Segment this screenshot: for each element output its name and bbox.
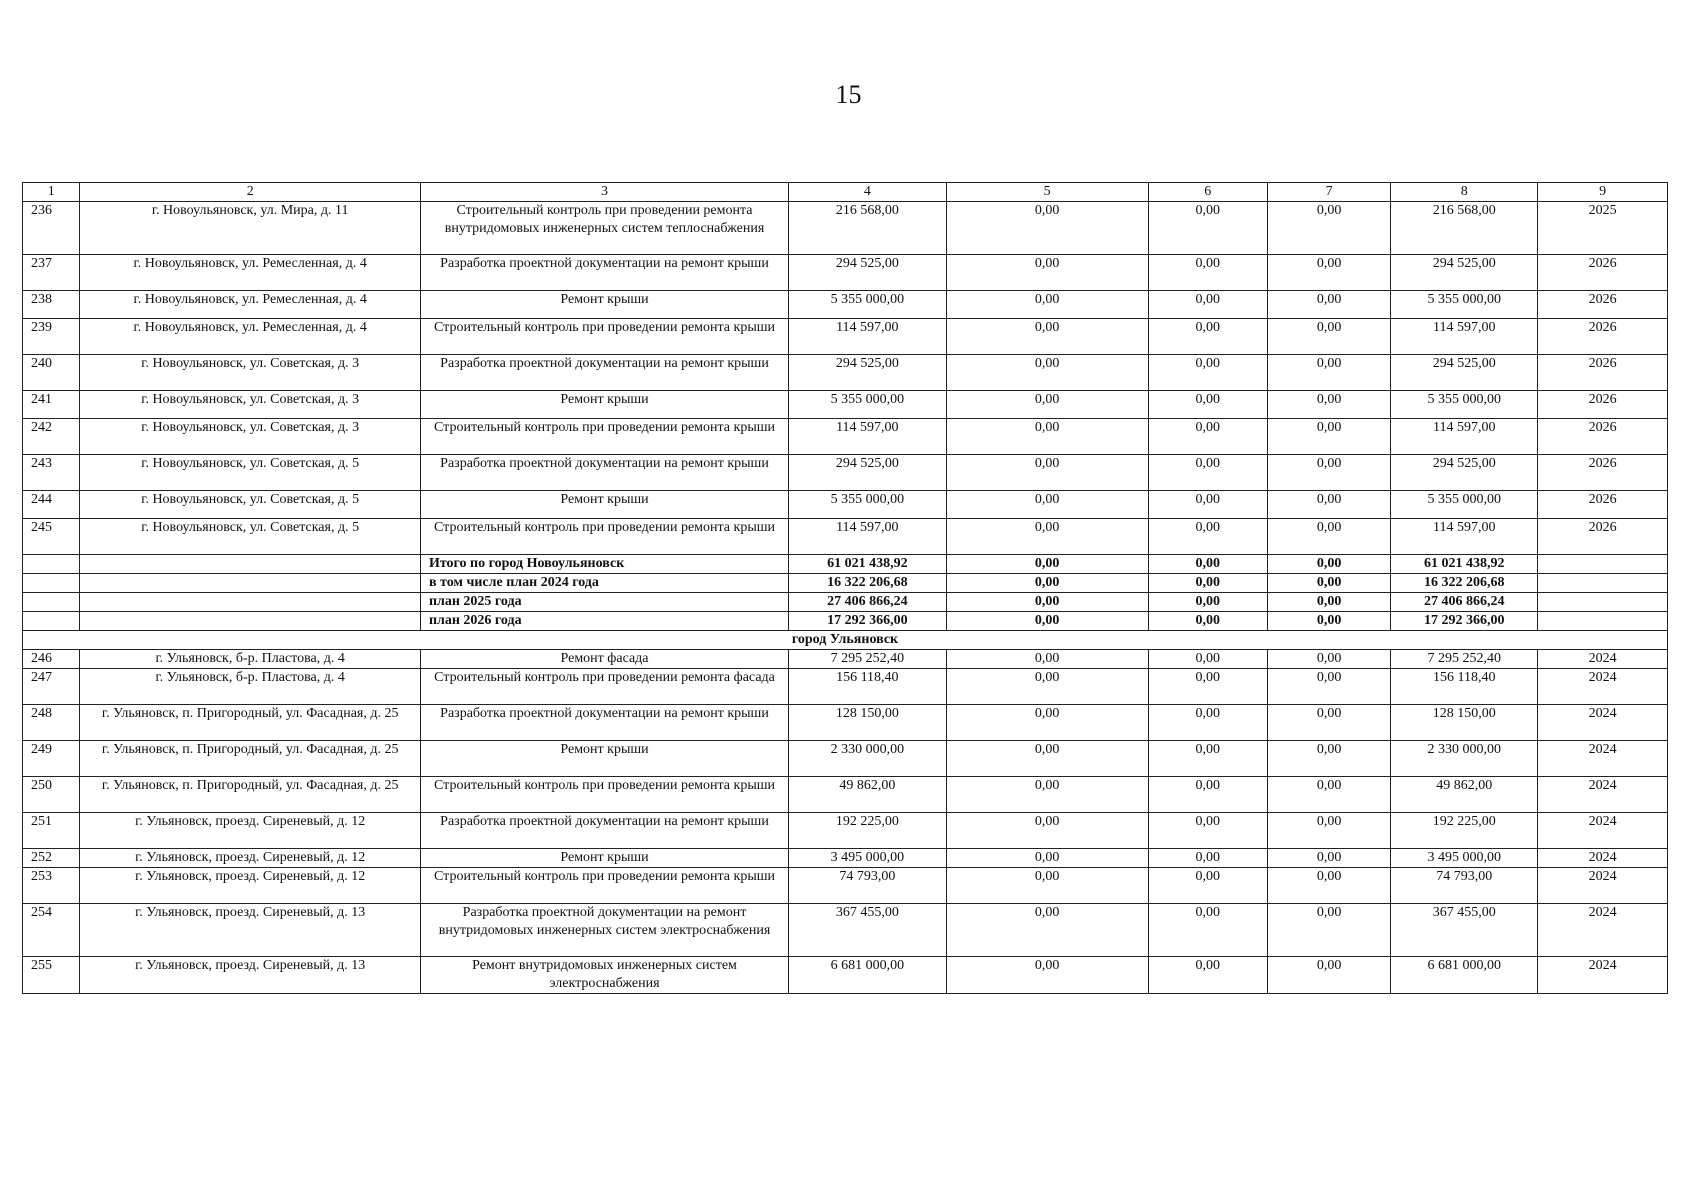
cell-col-2: г. Ульяновск, проезд. Сиреневый, д. 12 bbox=[80, 813, 420, 849]
cell-col-3: Разработка проектной документации на ремонт крыши bbox=[420, 255, 788, 291]
cell-col-7: 0,00 bbox=[1267, 455, 1390, 491]
cell-col-7: 0,00 bbox=[1267, 813, 1390, 849]
cell-col-8: 294 525,00 bbox=[1391, 255, 1538, 291]
empty-cell bbox=[23, 574, 80, 593]
cell-col-5: 0,00 bbox=[946, 419, 1148, 455]
cell-col-2: г. Новоульяновск, ул. Советская, д. 3 bbox=[80, 355, 420, 391]
cell-col-4: 156 118,40 bbox=[789, 669, 946, 705]
cell-col-1: 244 bbox=[23, 491, 80, 519]
cell-col-6: 0,00 bbox=[1148, 319, 1267, 355]
cell-col-8: 156 118,40 bbox=[1391, 669, 1538, 705]
cell-col-2: г. Новоульяновск, ул. Советская, д. 5 bbox=[80, 491, 420, 519]
table-row bbox=[23, 741, 1668, 777]
cell-col-9: 2024 bbox=[1538, 650, 1668, 669]
cell-col-1: 240 bbox=[23, 355, 80, 391]
cell-col-2: г. Ульяновск, проезд. Сиреневый, д. 12 bbox=[80, 868, 420, 904]
cell-col-4: 128 150,00 bbox=[789, 705, 946, 741]
section-row bbox=[23, 631, 1668, 650]
cell-col-9: 2026 bbox=[1538, 255, 1668, 291]
cell-col-3: Ремонт крыши bbox=[420, 741, 788, 777]
cell-col-6: 0,00 bbox=[1148, 519, 1267, 555]
total-c7: 0,00 bbox=[1267, 593, 1390, 612]
cell-col-2: г. Новоульяновск, ул. Советская, д. 3 bbox=[80, 391, 420, 419]
cell-col-7: 0,00 bbox=[1267, 491, 1390, 519]
cell-col-9: 2026 bbox=[1538, 291, 1668, 319]
cell-col-1: 241 bbox=[23, 391, 80, 419]
total-c6: 0,00 bbox=[1148, 574, 1267, 593]
empty-cell bbox=[23, 593, 80, 612]
cell-col-1: 252 bbox=[23, 849, 80, 868]
cell-col-2: г. Ульяновск, проезд. Сиреневый, д. 13 bbox=[80, 904, 420, 957]
table-row bbox=[23, 255, 1668, 291]
page-number: 15 bbox=[835, 80, 862, 109]
total-row bbox=[23, 612, 1668, 631]
cell-col-7: 0,00 bbox=[1267, 705, 1390, 741]
cell-col-2: г. Ульяновск, б-р. Пластова, д. 4 bbox=[80, 650, 420, 669]
total-c5: 0,00 bbox=[946, 612, 1148, 631]
cell-col-6: 0,00 bbox=[1148, 291, 1267, 319]
cell-col-1: 242 bbox=[23, 419, 80, 455]
table-row bbox=[23, 777, 1668, 813]
total-c8: 27 406 866,24 bbox=[1391, 593, 1538, 612]
cell-col-3: Разработка проектной документации на ремонт крыши bbox=[420, 813, 788, 849]
cell-col-3: Строительный контроль при проведении ремонта крыши bbox=[420, 868, 788, 904]
cell-col-1: 245 bbox=[23, 519, 80, 555]
cell-col-1: 243 bbox=[23, 455, 80, 491]
cell-col-9: 2024 bbox=[1538, 904, 1668, 957]
column-number: 2 bbox=[80, 183, 420, 202]
column-number: 6 bbox=[1148, 183, 1267, 202]
empty-cell bbox=[1538, 555, 1668, 574]
cell-col-8: 5 355 000,00 bbox=[1391, 491, 1538, 519]
table-row bbox=[23, 705, 1668, 741]
cell-col-5: 0,00 bbox=[946, 455, 1148, 491]
cell-col-7: 0,00 bbox=[1267, 419, 1390, 455]
table-row bbox=[23, 519, 1668, 555]
cell-col-3: Разработка проектной документации на ремонт внутридомовых инженерных систем электроснабжения bbox=[420, 904, 788, 957]
cell-col-6: 0,00 bbox=[1148, 419, 1267, 455]
cell-col-8: 114 597,00 bbox=[1391, 319, 1538, 355]
table-body bbox=[23, 183, 1668, 994]
total-c8: 16 322 206,68 bbox=[1391, 574, 1538, 593]
cell-col-8: 5 355 000,00 bbox=[1391, 291, 1538, 319]
cell-col-9: 2024 bbox=[1538, 669, 1668, 705]
cell-col-6: 0,00 bbox=[1148, 813, 1267, 849]
cell-col-5: 0,00 bbox=[946, 291, 1148, 319]
cell-col-7: 0,00 bbox=[1267, 355, 1390, 391]
table-row bbox=[23, 355, 1668, 391]
total-label: Итого по город Новоульяновск bbox=[420, 555, 788, 574]
cell-col-1: 247 bbox=[23, 669, 80, 705]
total-c7: 0,00 bbox=[1267, 555, 1390, 574]
table-row bbox=[23, 319, 1668, 355]
total-c8: 17 292 366,00 bbox=[1391, 612, 1538, 631]
column-number: 8 bbox=[1391, 183, 1538, 202]
total-row bbox=[23, 574, 1668, 593]
cell-col-4: 114 597,00 bbox=[789, 519, 946, 555]
cell-col-5: 0,00 bbox=[946, 868, 1148, 904]
cell-col-5: 0,00 bbox=[946, 957, 1148, 994]
cell-col-1: 248 bbox=[23, 705, 80, 741]
total-c4: 16 322 206,68 bbox=[789, 574, 946, 593]
column-number: 7 bbox=[1267, 183, 1390, 202]
cell-col-2: г. Ульяновск, б-р. Пластова, д. 4 bbox=[80, 669, 420, 705]
cell-col-9: 2026 bbox=[1538, 391, 1668, 419]
total-c6: 0,00 bbox=[1148, 612, 1267, 631]
cell-col-4: 5 355 000,00 bbox=[789, 291, 946, 319]
table-row bbox=[23, 650, 1668, 669]
cell-col-6: 0,00 bbox=[1148, 355, 1267, 391]
cell-col-9: 2024 bbox=[1538, 705, 1668, 741]
cell-col-4: 367 455,00 bbox=[789, 904, 946, 957]
cell-col-9: 2024 bbox=[1538, 777, 1668, 813]
cell-col-4: 294 525,00 bbox=[789, 355, 946, 391]
cell-col-1: 246 bbox=[23, 650, 80, 669]
cell-col-8: 192 225,00 bbox=[1391, 813, 1538, 849]
cell-col-9: 2024 bbox=[1538, 849, 1668, 868]
cell-col-1: 250 bbox=[23, 777, 80, 813]
cell-col-8: 5 355 000,00 bbox=[1391, 391, 1538, 419]
table-row bbox=[23, 391, 1668, 419]
cell-col-3: Ремонт крыши bbox=[420, 849, 788, 868]
cell-col-8: 294 525,00 bbox=[1391, 455, 1538, 491]
total-c4: 61 021 438,92 bbox=[789, 555, 946, 574]
total-label: план 2025 года bbox=[420, 593, 788, 612]
cell-col-5: 0,00 bbox=[946, 650, 1148, 669]
total-c5: 0,00 bbox=[946, 593, 1148, 612]
cell-col-3: Ремонт крыши bbox=[420, 291, 788, 319]
cell-col-2: г. Новоульяновск, ул. Ремесленная, д. 4 bbox=[80, 319, 420, 355]
cell-col-3: Строительный контроль при проведении ремонта крыши bbox=[420, 519, 788, 555]
cell-col-5: 0,00 bbox=[946, 669, 1148, 705]
table-row bbox=[23, 202, 1668, 255]
cell-col-3: Разработка проектной документации на ремонт крыши bbox=[420, 705, 788, 741]
cell-col-8: 367 455,00 bbox=[1391, 904, 1538, 957]
cell-col-3: Разработка проектной документации на ремонт крыши bbox=[420, 455, 788, 491]
cell-col-4: 294 525,00 bbox=[789, 455, 946, 491]
cell-col-2: г. Новоульяновск, ул. Советская, д. 5 bbox=[80, 455, 420, 491]
column-number: 9 bbox=[1538, 183, 1668, 202]
cell-col-2: г. Новоульяновск, ул. Ремесленная, д. 4 bbox=[80, 255, 420, 291]
cell-col-5: 0,00 bbox=[946, 777, 1148, 813]
cell-col-6: 0,00 bbox=[1148, 650, 1267, 669]
works-table bbox=[22, 182, 1668, 994]
cell-col-8: 6 681 000,00 bbox=[1391, 957, 1538, 994]
cell-col-7: 0,00 bbox=[1267, 868, 1390, 904]
total-c7: 0,00 bbox=[1267, 612, 1390, 631]
cell-col-2: г. Новоульяновск, ул. Ремесленная, д. 4 bbox=[80, 291, 420, 319]
cell-col-8: 114 597,00 bbox=[1391, 519, 1538, 555]
cell-col-8: 294 525,00 bbox=[1391, 355, 1538, 391]
cell-col-9: 2026 bbox=[1538, 355, 1668, 391]
cell-col-1: 255 bbox=[23, 957, 80, 994]
empty-cell bbox=[1538, 574, 1668, 593]
table-row bbox=[23, 455, 1668, 491]
cell-col-5: 0,00 bbox=[946, 849, 1148, 868]
cell-col-7: 0,00 bbox=[1267, 650, 1390, 669]
cell-col-9: 2026 bbox=[1538, 419, 1668, 455]
cell-col-8: 216 568,00 bbox=[1391, 202, 1538, 255]
cell-col-7: 0,00 bbox=[1267, 849, 1390, 868]
cell-col-1: 253 bbox=[23, 868, 80, 904]
cell-col-5: 0,00 bbox=[946, 904, 1148, 957]
total-c5: 0,00 bbox=[946, 555, 1148, 574]
cell-col-9: 2026 bbox=[1538, 319, 1668, 355]
empty-cell bbox=[80, 555, 420, 574]
table-row bbox=[23, 849, 1668, 868]
cell-col-6: 0,00 bbox=[1148, 868, 1267, 904]
cell-col-6: 0,00 bbox=[1148, 705, 1267, 741]
total-row bbox=[23, 593, 1668, 612]
cell-col-4: 5 355 000,00 bbox=[789, 491, 946, 519]
cell-col-3: Строительный контроль при проведении ремонта крыши bbox=[420, 419, 788, 455]
cell-col-8: 74 793,00 bbox=[1391, 868, 1538, 904]
cell-col-4: 216 568,00 bbox=[789, 202, 946, 255]
cell-col-5: 0,00 bbox=[946, 705, 1148, 741]
cell-col-7: 0,00 bbox=[1267, 202, 1390, 255]
cell-col-1: 249 bbox=[23, 741, 80, 777]
table-row bbox=[23, 291, 1668, 319]
empty-cell bbox=[1538, 593, 1668, 612]
cell-col-4: 3 495 000,00 bbox=[789, 849, 946, 868]
cell-col-3: Ремонт крыши bbox=[420, 391, 788, 419]
cell-col-5: 0,00 bbox=[946, 202, 1148, 255]
cell-col-3: Ремонт крыши bbox=[420, 491, 788, 519]
table-row bbox=[23, 868, 1668, 904]
cell-col-6: 0,00 bbox=[1148, 391, 1267, 419]
cell-col-2: г. Новоульяновск, ул. Советская, д. 5 bbox=[80, 519, 420, 555]
cell-col-5: 0,00 bbox=[946, 519, 1148, 555]
section-title: город Ульяновск bbox=[23, 631, 1668, 650]
cell-col-2: г. Ульяновск, п. Пригородный, ул. Фасадная, д. 25 bbox=[80, 741, 420, 777]
cell-col-9: 2026 bbox=[1538, 519, 1668, 555]
cell-col-4: 192 225,00 bbox=[789, 813, 946, 849]
cell-col-6: 0,00 bbox=[1148, 777, 1267, 813]
cell-col-1: 236 bbox=[23, 202, 80, 255]
cell-col-3: Ремонт фасада bbox=[420, 650, 788, 669]
empty-cell bbox=[80, 612, 420, 631]
cell-col-2: г. Ульяновск, проезд. Сиреневый, д. 13 bbox=[80, 957, 420, 994]
cell-col-1: 238 bbox=[23, 291, 80, 319]
table-row bbox=[23, 491, 1668, 519]
cell-col-2: г. Новоульяновск, ул. Мира, д. 11 bbox=[80, 202, 420, 255]
column-number: 5 bbox=[946, 183, 1148, 202]
table-row bbox=[23, 669, 1668, 705]
table-row bbox=[23, 957, 1668, 994]
cell-col-8: 7 295 252,40 bbox=[1391, 650, 1538, 669]
cell-col-5: 0,00 bbox=[946, 355, 1148, 391]
total-label: план 2026 года bbox=[420, 612, 788, 631]
table-row bbox=[23, 419, 1668, 455]
cell-col-7: 0,00 bbox=[1267, 904, 1390, 957]
cell-col-3: Строительный контроль при проведении ремонта крыши bbox=[420, 319, 788, 355]
table-row bbox=[23, 813, 1668, 849]
cell-col-9: 2025 bbox=[1538, 202, 1668, 255]
empty-cell bbox=[80, 574, 420, 593]
cell-col-6: 0,00 bbox=[1148, 255, 1267, 291]
total-c4: 17 292 366,00 bbox=[789, 612, 946, 631]
cell-col-7: 0,00 bbox=[1267, 391, 1390, 419]
cell-col-9: 2024 bbox=[1538, 868, 1668, 904]
cell-col-5: 0,00 bbox=[946, 741, 1148, 777]
cell-col-7: 0,00 bbox=[1267, 291, 1390, 319]
cell-col-6: 0,00 bbox=[1148, 455, 1267, 491]
cell-col-4: 5 355 000,00 bbox=[789, 391, 946, 419]
cell-col-7: 0,00 bbox=[1267, 519, 1390, 555]
total-c6: 0,00 bbox=[1148, 555, 1267, 574]
cell-col-4: 74 793,00 bbox=[789, 868, 946, 904]
cell-col-1: 251 bbox=[23, 813, 80, 849]
cell-col-7: 0,00 bbox=[1267, 957, 1390, 994]
cell-col-7: 0,00 bbox=[1267, 669, 1390, 705]
cell-col-2: г. Ульяновск, п. Пригородный, ул. Фасадная, д. 25 bbox=[80, 777, 420, 813]
cell-col-4: 49 862,00 bbox=[789, 777, 946, 813]
empty-cell bbox=[80, 593, 420, 612]
cell-col-8: 114 597,00 bbox=[1391, 419, 1538, 455]
cell-col-5: 0,00 bbox=[946, 319, 1148, 355]
cell-col-5: 0,00 bbox=[946, 391, 1148, 419]
cell-col-4: 114 597,00 bbox=[789, 319, 946, 355]
cell-col-8: 128 150,00 bbox=[1391, 705, 1538, 741]
cell-col-7: 0,00 bbox=[1267, 319, 1390, 355]
cell-col-8: 49 862,00 bbox=[1391, 777, 1538, 813]
empty-cell bbox=[23, 612, 80, 631]
cell-col-7: 0,00 bbox=[1267, 777, 1390, 813]
cell-col-3: Строительный контроль при проведении ремонта внутридомовых инженерных систем теплоснабжения bbox=[420, 202, 788, 255]
cell-col-6: 0,00 bbox=[1148, 849, 1267, 868]
cell-col-4: 114 597,00 bbox=[789, 419, 946, 455]
cell-col-1: 237 bbox=[23, 255, 80, 291]
column-number: 4 bbox=[789, 183, 946, 202]
table-row bbox=[23, 904, 1668, 957]
column-number: 1 bbox=[23, 183, 80, 202]
total-c4: 27 406 866,24 bbox=[789, 593, 946, 612]
cell-col-6: 0,00 bbox=[1148, 202, 1267, 255]
cell-col-4: 2 330 000,00 bbox=[789, 741, 946, 777]
cell-col-1: 239 bbox=[23, 319, 80, 355]
cell-col-6: 0,00 bbox=[1148, 669, 1267, 705]
total-c5: 0,00 bbox=[946, 574, 1148, 593]
cell-col-3: Ремонт внутридомовых инженерных систем электроснабжения bbox=[420, 957, 788, 994]
cell-col-4: 6 681 000,00 bbox=[789, 957, 946, 994]
cell-col-6: 0,00 bbox=[1148, 741, 1267, 777]
cell-col-2: г. Ульяновск, п. Пригородный, ул. Фасадная, д. 25 bbox=[80, 705, 420, 741]
total-c8: 61 021 438,92 bbox=[1391, 555, 1538, 574]
cell-col-2: г. Новоульяновск, ул. Советская, д. 3 bbox=[80, 419, 420, 455]
cell-col-5: 0,00 bbox=[946, 813, 1148, 849]
cell-col-9: 2024 bbox=[1538, 741, 1668, 777]
cell-col-8: 3 495 000,00 bbox=[1391, 849, 1538, 868]
cell-col-9: 2024 bbox=[1538, 813, 1668, 849]
cell-col-3: Строительный контроль при проведении ремонта крыши bbox=[420, 777, 788, 813]
cell-col-6: 0,00 bbox=[1148, 491, 1267, 519]
cell-col-9: 2024 bbox=[1538, 957, 1668, 994]
total-c6: 0,00 bbox=[1148, 593, 1267, 612]
cell-col-7: 0,00 bbox=[1267, 741, 1390, 777]
cell-col-2: г. Ульяновск, проезд. Сиреневый, д. 12 bbox=[80, 849, 420, 868]
total-row bbox=[23, 555, 1668, 574]
cell-col-1: 254 bbox=[23, 904, 80, 957]
cell-col-7: 0,00 bbox=[1267, 255, 1390, 291]
total-label: в том числе план 2024 года bbox=[420, 574, 788, 593]
cell-col-6: 0,00 bbox=[1148, 904, 1267, 957]
cell-col-3: Строительный контроль при проведении ремонта фасада bbox=[420, 669, 788, 705]
cell-col-9: 2026 bbox=[1538, 455, 1668, 491]
cell-col-9: 2026 bbox=[1538, 491, 1668, 519]
cell-col-6: 0,00 bbox=[1148, 957, 1267, 994]
cell-col-5: 0,00 bbox=[946, 255, 1148, 291]
empty-cell bbox=[23, 555, 80, 574]
column-number: 3 bbox=[420, 183, 788, 202]
cell-col-4: 294 525,00 bbox=[789, 255, 946, 291]
cell-col-5: 0,00 bbox=[946, 491, 1148, 519]
cell-col-3: Разработка проектной документации на ремонт крыши bbox=[420, 355, 788, 391]
cell-col-4: 7 295 252,40 bbox=[789, 650, 946, 669]
total-c7: 0,00 bbox=[1267, 574, 1390, 593]
cell-col-8: 2 330 000,00 bbox=[1391, 741, 1538, 777]
column-number-row bbox=[23, 183, 1668, 202]
empty-cell bbox=[1538, 612, 1668, 631]
